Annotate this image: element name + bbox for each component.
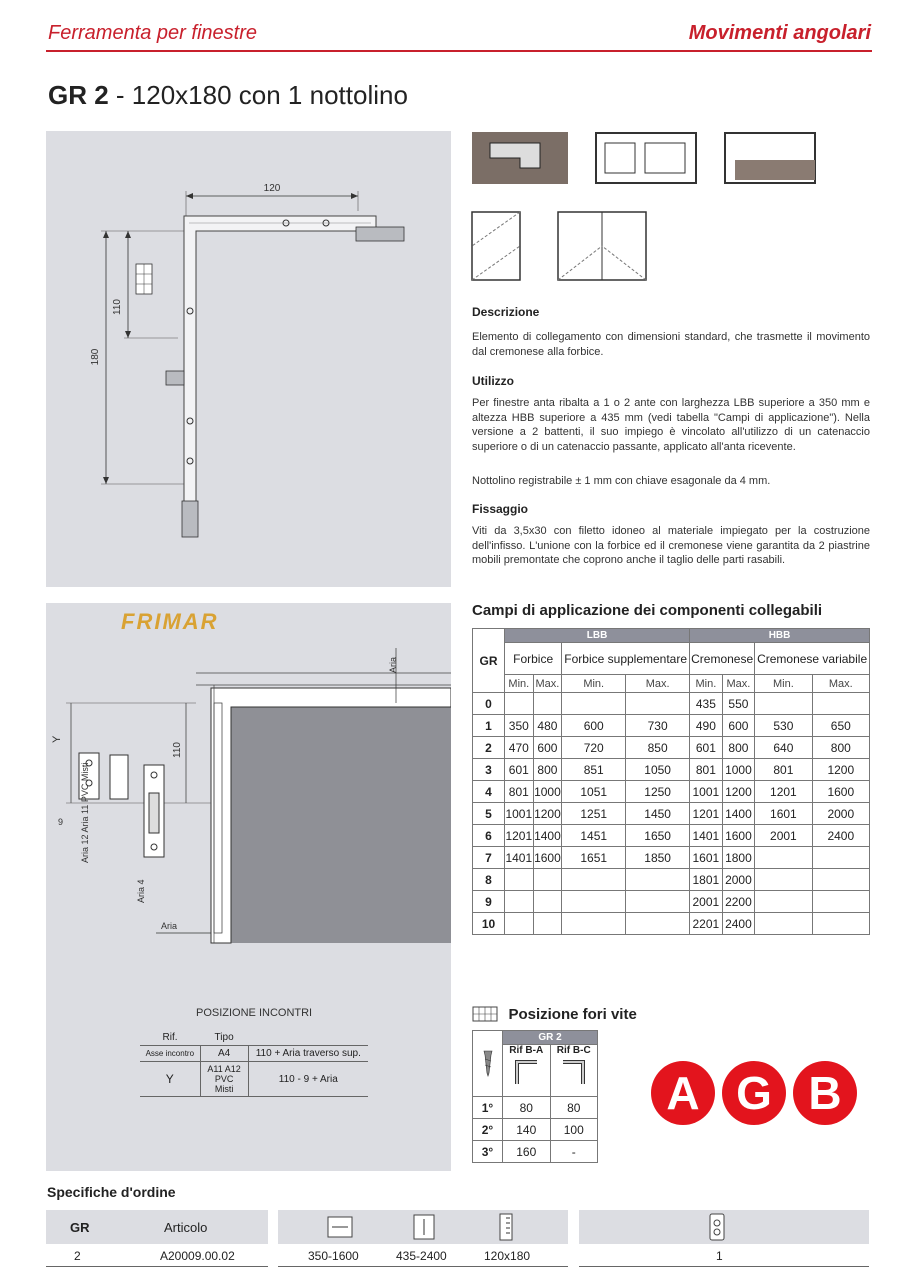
hbb-header: HBB (690, 629, 870, 643)
campi-cell (755, 913, 812, 935)
fori-header (472, 1005, 637, 1023)
campi-row (473, 693, 870, 715)
rif-bc-cell (550, 1045, 598, 1097)
profile-ba-icon (511, 1056, 541, 1086)
utilizzo-text2: Nottolino registrabile ± 1 mm con chiave esagonale da 4 mm. (472, 475, 771, 487)
aria-top-label: Aria (388, 656, 398, 673)
campi-cell: 1001 (690, 781, 723, 803)
campi-cell: 470 (505, 737, 534, 759)
campi-row (473, 913, 870, 935)
pos-row1-tipo: A4 (200, 1046, 248, 1062)
campi-cell: 1600 (812, 781, 869, 803)
fori-cell: - (550, 1141, 598, 1163)
fori-body (473, 1097, 598, 1163)
group-forbice: Forbice (505, 643, 562, 675)
campi-row-label: 4 (473, 781, 505, 803)
campi-row-label: 8 (473, 869, 505, 891)
profile-bc-icon (559, 1056, 589, 1086)
campi-row (473, 825, 870, 847)
campi-cell: 600 (562, 715, 626, 737)
ordine-gr-label: GR (70, 1220, 90, 1235)
campi-cell: 1401 (690, 825, 723, 847)
campi-row (473, 759, 870, 781)
campi-cell: 1051 (562, 781, 626, 803)
campi-cell: 1201 (505, 825, 534, 847)
campi-cell (812, 891, 869, 913)
group-forbice-supp: Forbice supplementare (562, 643, 690, 675)
ordine-articolo-label: Articolo (164, 1220, 208, 1235)
campi-cell: 1600 (722, 825, 755, 847)
campi-cell: 600 (722, 715, 755, 737)
ordine-underline-2 (278, 1266, 568, 1267)
ordine-header-band-2 (278, 1210, 568, 1244)
group-cremonese: Cremonese (690, 643, 755, 675)
dim-110-label: 110 (112, 299, 123, 315)
campi-cell: 801 (690, 759, 723, 781)
campi-row (473, 869, 870, 891)
campi-cell: 601 (505, 759, 534, 781)
campi-cell: 1451 (562, 825, 626, 847)
ordine-header-band-1 (46, 1210, 268, 1244)
campi-cell: 1400 (533, 825, 562, 847)
campi-cell (533, 869, 562, 891)
campi-cell (626, 869, 690, 891)
campi-cell: 851 (562, 759, 626, 781)
fori-cell: 80 (503, 1097, 551, 1119)
fori-row-label: 1° (473, 1097, 503, 1119)
campi-cell: 2000 (722, 869, 755, 891)
descrizione-text: Elemento di collegamento con dimensioni standard, che trasmette il movimento dal cremonese alla forbice. (472, 331, 870, 358)
fissaggio-title: Fissaggio (472, 502, 529, 516)
campi-cell: 800 (812, 737, 869, 759)
fori-cell: 80 (550, 1097, 598, 1119)
corner-drive-drawing (46, 131, 451, 587)
campi-cell: 1200 (812, 759, 869, 781)
campi-cell: 2001 (690, 891, 723, 913)
campi-cell (562, 913, 626, 935)
aria4-label: Aria 4 (136, 879, 146, 903)
unit-max: Max. (722, 675, 755, 693)
campi-cell (533, 693, 562, 715)
campi-cell: 1800 (722, 847, 755, 869)
campi-cell: 1801 (690, 869, 723, 891)
campi-cell: 530 (755, 715, 812, 737)
page-title (48, 80, 408, 111)
campi-cell (755, 891, 812, 913)
campi-cell: 1201 (755, 781, 812, 803)
screw-icon (480, 1047, 496, 1077)
campi-row-label: 2 (473, 737, 505, 759)
header-category: Ferramenta per finestre (48, 22, 257, 44)
title-rest: - 120x180 con 1 nottolino (115, 80, 408, 110)
pos-rif-header: Rif. (140, 1030, 200, 1046)
campi-cell: 1000 (533, 781, 562, 803)
logo-letter-b: B (808, 1067, 842, 1119)
campi-cell: 640 (755, 737, 812, 759)
posizione-incontri-title: POSIZIONE INCONTRI (196, 1007, 313, 1019)
fori-row-label: 2° (473, 1119, 503, 1141)
pos-row2-tipo: A11 A12 PVC Misti (200, 1062, 248, 1097)
campi-cell (626, 913, 690, 935)
utilizzo-title: Utilizzo (472, 374, 514, 388)
window-type-icons (470, 210, 670, 285)
campi-cell (812, 847, 869, 869)
campi-row-label: 7 (473, 847, 505, 869)
posizione-incontri-table (140, 1030, 368, 1097)
unit-min: Min. (755, 675, 812, 693)
ordine-dim-value: 120x180 (484, 1249, 531, 1263)
fori-cell: 140 (503, 1119, 551, 1141)
y-label: Y (51, 735, 63, 743)
campi-cell: 490 (690, 715, 723, 737)
fori-title: Posizione fori vite (508, 1005, 637, 1023)
ordine-title: Specifiche d'ordine (47, 1184, 176, 1200)
campi-cell: 435 (690, 693, 723, 715)
fori-row (473, 1141, 598, 1163)
title-code: GR 2 (48, 80, 109, 110)
campi-gr-header: GR (473, 629, 505, 693)
campi-cell: 2000 (812, 803, 869, 825)
campi-cell (505, 891, 534, 913)
screw-icon-cell (473, 1031, 503, 1097)
campi-cell: 1250 (626, 781, 690, 803)
campi-row-label: 0 (473, 693, 505, 715)
dim-110-b-label: 110 (172, 742, 183, 758)
campi-cell (755, 869, 812, 891)
fori-cell: 100 (550, 1119, 598, 1141)
ordine-header-band-3 (579, 1210, 869, 1244)
fori-row (473, 1097, 598, 1119)
logo-letter-g: G (736, 1067, 772, 1119)
campi-row (473, 715, 870, 737)
campi-cell: 800 (533, 759, 562, 781)
campi-cell: 1050 (626, 759, 690, 781)
ordine-hbb-value: 435-2400 (396, 1249, 447, 1263)
fissaggio-text: Viti da 3,5x30 con filetto idoneo al materiale impiegato per la costruzione dell'infisso. L'unione con la forbice ed il cremonese viene garantita da 2 piastrine mobili premontate che coprono anche il taglio delle parti rasabili. (472, 525, 870, 566)
ordine-underline-1 (46, 1266, 268, 1267)
agb-logo (650, 1060, 860, 1131)
campi-cell (562, 693, 626, 715)
ordine-underline-3 (579, 1266, 869, 1267)
campi-body (473, 693, 870, 935)
campi-row-label: 5 (473, 803, 505, 825)
pos-row2-rif: Y (140, 1062, 200, 1097)
campi-cell (812, 869, 869, 891)
dim-9-label: 9 (58, 817, 64, 827)
campi-cell (626, 693, 690, 715)
lbb-header: LBB (505, 629, 690, 643)
campi-cell: 2400 (722, 913, 755, 935)
campi-cell: 600 (533, 737, 562, 759)
campi-row-label: 10 (473, 913, 505, 935)
unit-max: Max. (626, 675, 690, 693)
ordine-lbb-value: 350-1600 (308, 1249, 359, 1263)
campi-cell: 1001 (505, 803, 534, 825)
fori-row (473, 1119, 598, 1141)
header-rule (46, 50, 872, 52)
campi-cell (812, 913, 869, 935)
campi-row (473, 891, 870, 913)
campi-cell: 650 (812, 715, 869, 737)
campi-cell: 1601 (755, 803, 812, 825)
campi-cell: 801 (755, 759, 812, 781)
drawing-panel-top (46, 131, 451, 587)
campi-cell: 550 (722, 693, 755, 715)
campi-cell (626, 891, 690, 913)
campi-cell: 1201 (690, 803, 723, 825)
campi-cell: 800 (722, 737, 755, 759)
campi-cell (505, 869, 534, 891)
campi-cell: 1200 (533, 803, 562, 825)
ordine-gr-value: 2 (74, 1249, 81, 1263)
campi-cell: 720 (562, 737, 626, 759)
campi-cell: 1650 (626, 825, 690, 847)
campi-cell (533, 913, 562, 935)
campi-cell (755, 693, 812, 715)
campi-cell (505, 693, 534, 715)
fori-gr-header: GR 2 (503, 1031, 598, 1045)
campi-cell: 2001 (755, 825, 812, 847)
ordine-dimension-icons (278, 1210, 568, 1244)
aria-bottom-label: Aria (161, 921, 178, 931)
unit-min: Min. (690, 675, 723, 693)
rif-ba-label: Rif B-A (509, 1045, 544, 1056)
pos-row1-rif: Asse incontro (140, 1046, 200, 1062)
dim-180-label: 180 (90, 348, 101, 366)
campi-cell: 2400 (812, 825, 869, 847)
unit-max: Max. (812, 675, 869, 693)
group-cremonese-var: Cremonese variabile (755, 643, 870, 675)
campi-cell: 601 (690, 737, 723, 759)
unit-min: Min. (562, 675, 626, 693)
campi-title: Campi di applicazione dei componenti collegabili (472, 602, 823, 619)
campi-table (472, 628, 870, 935)
campi-row (473, 781, 870, 803)
campi-row-label: 9 (473, 891, 505, 913)
fori-row-label: 3° (473, 1141, 503, 1163)
fori-cell: 160 (503, 1141, 551, 1163)
campi-cell: 850 (626, 737, 690, 759)
campi-row-label: 3 (473, 759, 505, 781)
campi-cell: 2200 (722, 891, 755, 913)
campi-row-label: 6 (473, 825, 505, 847)
campi-cell: 1850 (626, 847, 690, 869)
rif-bc-label: Rif B-C (556, 1045, 591, 1056)
unit-min: Min. (505, 675, 534, 693)
dim-120-label: 120 (263, 183, 281, 194)
pos-row1-val: 110 + Aria traverso sup. (248, 1046, 368, 1062)
striker-types-label: Aria 12 Aria 11 PVC Misti (80, 762, 90, 863)
header-section: Movimenti angolari (688, 22, 871, 44)
logo-letter-a: A (666, 1067, 700, 1119)
watermark: FRIMAR (121, 609, 219, 634)
profile-sections-icon (470, 128, 870, 188)
campi-row (473, 737, 870, 759)
pos-tipo-header: Tipo (200, 1030, 248, 1046)
unit-max: Max. (533, 675, 562, 693)
rif-ba-cell (503, 1045, 551, 1097)
ordine-articolo-value: A20009.00.02 (160, 1249, 235, 1263)
descrizione-title: Descrizione (472, 305, 540, 319)
campi-cell: 480 (533, 715, 562, 737)
window-diagrams (470, 210, 670, 285)
grid-icon (472, 1005, 498, 1023)
campi-cell: 1651 (562, 847, 626, 869)
campi-cell (533, 891, 562, 913)
pos-row2-val: 110 - 9 + Aria (248, 1062, 368, 1097)
campi-cell: 801 (505, 781, 534, 803)
campi-cell: 1450 (626, 803, 690, 825)
utilizzo-text: Per finestre anta ribalta a 1 o 2 ante con larghezza LBB superiore a 350 mm e altezza HBB superiore a 435 mm (vedi tabella "Campi di applicazione"). Nella versione a 2 battenti, il suo impiego è vincolato all'utilizzo di un catenaccio superiore o di un catenaccio passante, applicato all'anta ricevente. (472, 397, 870, 453)
campi-cell: 1000 (722, 759, 755, 781)
campi-cell (562, 891, 626, 913)
campi-cell (562, 869, 626, 891)
campi-cell (505, 913, 534, 935)
campi-cell: 2201 (690, 913, 723, 935)
agb-logo-svg (650, 1060, 860, 1126)
ordine-values-row (46, 1246, 869, 1268)
campi-cell: 730 (626, 715, 690, 737)
campi-row (473, 803, 870, 825)
campi-cell: 1400 (722, 803, 755, 825)
ordine-qty-value: 1 (716, 1249, 723, 1263)
campi-cell: 350 (505, 715, 534, 737)
campi-cell (755, 847, 812, 869)
campi-row (473, 847, 870, 869)
campi-cell (812, 693, 869, 715)
campi-row-label: 1 (473, 715, 505, 737)
campi-cell: 1600 (533, 847, 562, 869)
lock-bolt-icon (579, 1210, 869, 1244)
campi-cell: 1251 (562, 803, 626, 825)
fori-table (472, 1030, 598, 1163)
campi-cell: 1401 (505, 847, 534, 869)
profile-images (470, 128, 870, 188)
campi-cell: 1601 (690, 847, 723, 869)
campi-cell: 1200 (722, 781, 755, 803)
